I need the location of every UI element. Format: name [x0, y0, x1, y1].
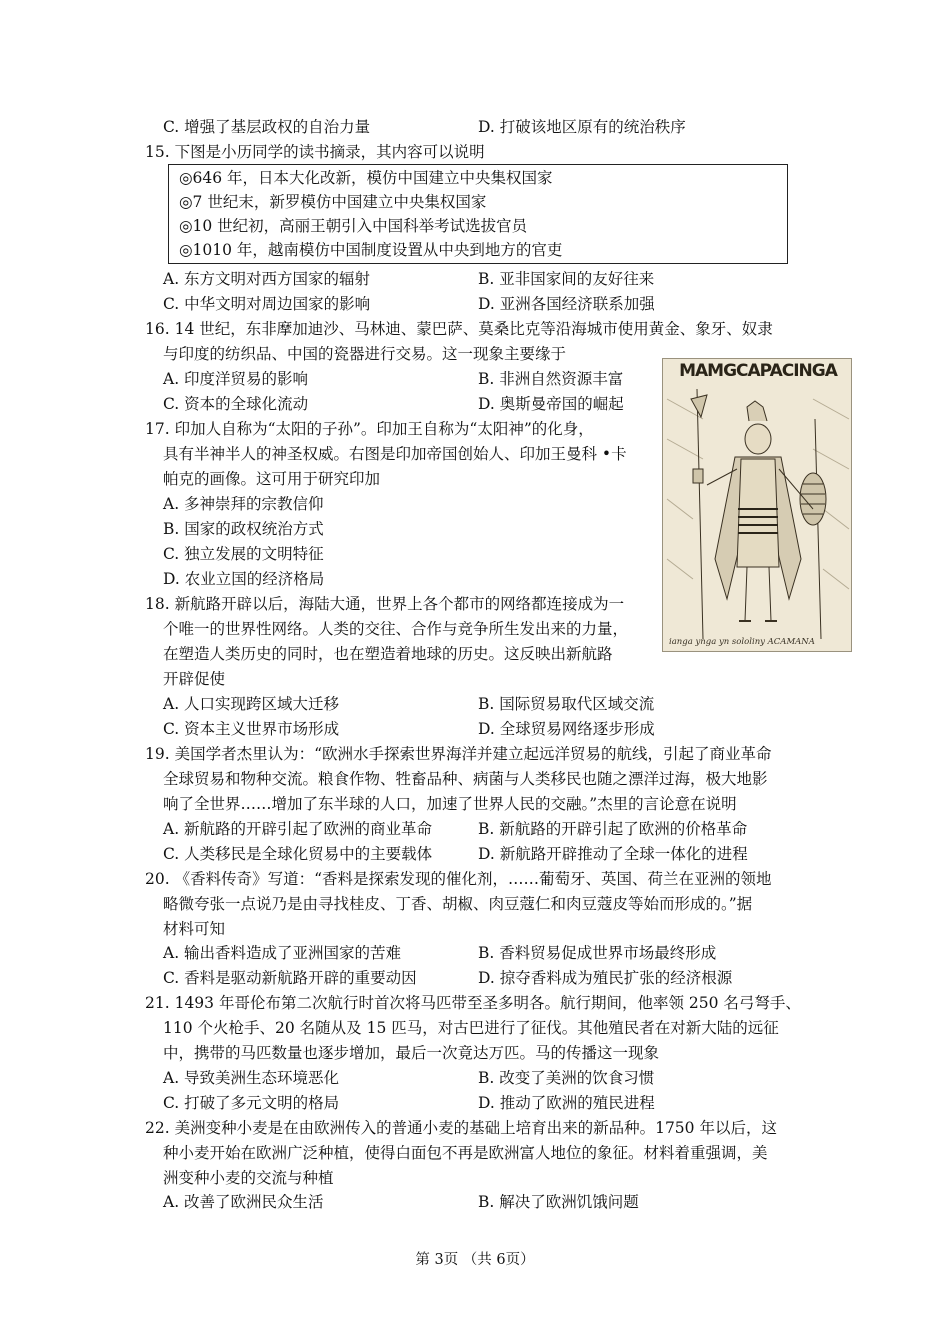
- q15-stem: 15. 下图是小历同学的读书摘录，其内容可以说明: [145, 143, 485, 161]
- q17-stem-line: 具有半神半人的神圣权威。右图是印加帝国创始人、印加王曼科 •卡: [163, 445, 627, 463]
- q22-option-b: B. 解决了欧洲饥饿问题: [478, 1193, 639, 1211]
- q20-option-d: D. 掠夺香料成为殖民扩张的经济根源: [478, 969, 733, 987]
- q18-stem-line: 个唯一的世界性网络。人类的交往、合作与竞争所生发出来的力量，: [163, 620, 629, 638]
- page-footer: 第 3页 （共 6页）: [415, 1252, 535, 1268]
- q15-option-d: D. 亚洲各国经济联系加强: [478, 295, 655, 313]
- q17-stem-line: 17. 印加人自称为“太阳的子孙”。印加王自称为“太阳神”的化身，: [145, 420, 594, 438]
- q15-option-a: A. 东方文明对西方国家的辐射: [163, 270, 371, 288]
- q15-option-b: B. 亚非国家间的友好往来: [478, 270, 655, 288]
- q22-stem-line: 洲变种小麦的交流与种植: [163, 1169, 334, 1187]
- q16-stem-line: 与印度的纺织品、中国的瓷器进行交易。这一现象主要缘于: [163, 345, 567, 363]
- q19-option-a: A. 新航路的开辟引起了欧洲的商业革命: [163, 820, 433, 838]
- q21-option-b: B. 改变了美洲的饮食习惯: [478, 1069, 655, 1087]
- note-item: ◎646 年，日本大化改新，模仿中国建立中央集权国家: [179, 169, 553, 187]
- q18-stem-line: 18. 新航路开辟以后，海陆大通，世界上各个都市的网络都连接成为一: [145, 595, 625, 613]
- q15-option-c: C. 中华文明对周边国家的影响: [163, 295, 371, 313]
- q17-option-a: A. 多神崇拜的宗教信仰: [163, 495, 324, 513]
- q21-option-d: D. 推动了欧洲的殖民进程: [478, 1094, 655, 1112]
- q17-option-c: C. 独立发展的文明特征: [163, 545, 324, 563]
- q21-stem-line: 21. 1493 年哥伦布第二次航行时首次将马匹带至圣多明各。航行期间，他率领 250 名弓弩手、: [145, 994, 801, 1012]
- inca-king-portrait: [662, 358, 852, 652]
- q18-stem-line: 开辟促使: [163, 670, 226, 688]
- q16-option-b: B. 非洲自然资源丰富: [478, 370, 624, 388]
- q20-option-c: C. 香料是驱动新航路开辟的重要动因: [163, 969, 417, 987]
- q17-option-b: B. 国家的政权统治方式: [163, 520, 324, 538]
- q22-option-a: A. 改善了欧洲民众生活: [163, 1193, 324, 1211]
- q16-stem-line: 16. 14 世纪，东非摩加迪沙、马林迪、蒙巴萨、莫桑比克等沿海城市使用黄金、象牙、奴隶: [145, 320, 773, 338]
- q19-stem-line: 响了全世界……增加了东半球的人口，加速了世界人民的交融。”杰里的言论意在说明: [163, 795, 737, 813]
- q17-option-d: D. 农业立国的经济格局: [163, 570, 325, 588]
- q19-option-c: C. 人类移民是全球化贸易中的主要载体: [163, 845, 433, 863]
- q18-option-d: D. 全球贸易网络逐步形成: [478, 720, 655, 738]
- q21-option-c: C. 打破了多元文明的格局: [163, 1094, 340, 1112]
- q18-option-a: A. 人口实现跨区域大迁移: [163, 695, 340, 713]
- q20-option-b: B. 香料贸易促成世界市场最终形成: [478, 944, 717, 962]
- q19-stem-line: 19. 美国学者杰里认为：“欧洲水手探索世界海洋并建立起远洋贸易的航线，引起了商业革命: [145, 745, 772, 763]
- note-item: ◎1010 年，越南模仿中国制度设置从中央到地方的官吏: [179, 241, 563, 259]
- q18-option-b: B. 国际贸易取代区域交流: [478, 695, 655, 713]
- q22-stem-line: 22. 美洲变种小麦是在由欧洲传入的普通小麦的基础上培育出来的新品种。1750 年以后，这: [145, 1119, 777, 1137]
- q17-stem-line: 帕克的画像。这可用于研究印加: [163, 470, 381, 488]
- q14-option-c: C. 增强了基层政权的自治力量: [163, 118, 371, 136]
- portrait-title: MAMGCAPACINGA: [679, 361, 837, 381]
- q19-stem-line: 全球贸易和物种交流。粮食作物、牲畜品种、病菌与人类移民也随之漂洋过海，极大地影: [163, 770, 768, 788]
- q22-stem-line: 种小麦开始在欧洲广泛种植，使得白面包不再是欧洲富人地位的象征。材料着重强调，美: [163, 1144, 768, 1162]
- q21-option-a: A. 导致美洲生态环境恶化: [163, 1069, 340, 1087]
- note-item: ◎7 世纪末，新罗模仿中国建立中央集权国家: [179, 193, 487, 211]
- q19-option-b: B. 新航路的开辟引起了欧洲的价格革命: [478, 820, 748, 838]
- q20-stem-line: 20. 《香料传奇》写道：“香料是探索发现的催化剂，……葡萄牙、英国、荷兰在亚洲的领地: [145, 870, 772, 888]
- q18-stem-line: 在塑造人类历史的同时，也在塑造着地球的历史。这反映出新航路: [163, 645, 613, 663]
- q20-stem-line: 材料可知: [163, 920, 226, 938]
- portrait-caption: ianga ynga yn sololiny ACAMANA: [669, 637, 815, 647]
- q21-stem-line: 110 个火枪手、20 名随从及 15 匹马，对古巴进行了征伐。其他殖民者在对新大陆的远征: [163, 1019, 779, 1037]
- reading-notes-box: [168, 164, 788, 264]
- q19-option-d: D. 新航路开辟推动了全球一体化的进程: [478, 845, 748, 863]
- q16-option-d: D. 奥斯曼帝国的崛起: [478, 395, 624, 413]
- q20-stem-line: 略微夸张一点说乃是由寻找桂皮、丁香、胡椒、肉豆蔻仁和肉豆蔻皮等始而形成的。”据: [163, 895, 753, 913]
- q20-option-a: A. 输出香料造成了亚洲国家的苦难: [163, 944, 402, 962]
- q16-option-c: C. 资本的全球化流动: [163, 395, 309, 413]
- q14-option-d: D. 打破该地区原有的统治秩序: [478, 118, 686, 136]
- q18-option-c: C. 资本主义世界市场形成: [163, 720, 340, 738]
- q21-stem-line: 中，携带的马匹数量也逐步增加，最后一次竟达万匹。马的传播这一现象: [163, 1044, 660, 1062]
- q16-option-a: A. 印度洋贸易的影响: [163, 370, 309, 388]
- portrait-drawing: [663, 359, 852, 652]
- note-item: ◎10 世纪初，高丽王朝引入中国科举考试选拔官员: [179, 217, 528, 235]
